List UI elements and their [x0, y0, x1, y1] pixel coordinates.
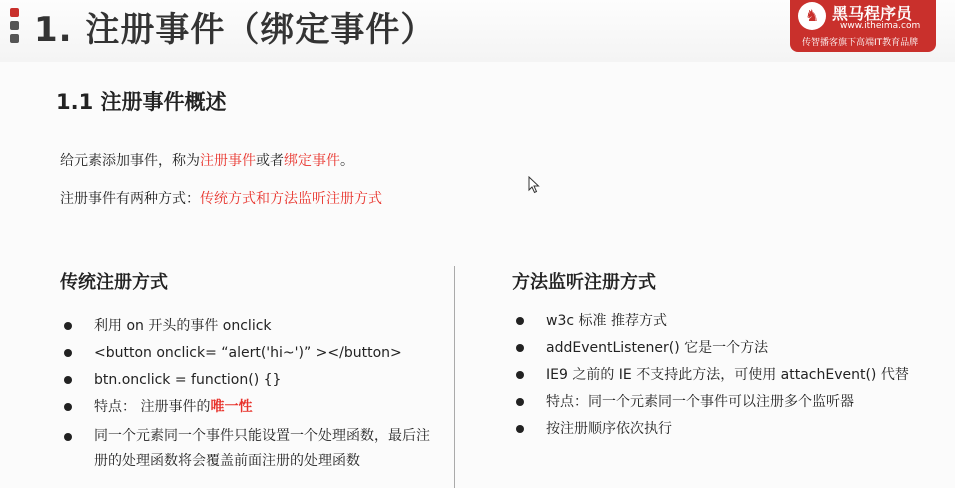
list-item	[512, 338, 942, 365]
logo-brand: 黑马程序员	[832, 4, 913, 23]
list-item-text: 特点：同一个元素同一个事件可以注册多个监听器	[546, 394, 854, 410]
intro-line-2	[60, 188, 382, 208]
bullet-icon	[64, 433, 72, 441]
bullet-icon	[516, 344, 524, 352]
list-item	[512, 311, 942, 338]
listener-list	[512, 311, 942, 446]
bullet-icon	[64, 403, 72, 411]
list-item	[60, 343, 440, 370]
list-item-text: 利用 on 开头的事件 onclick	[94, 318, 272, 334]
list-item-text: addEventListener() 它是一个方法	[546, 340, 769, 356]
highlight-term: 注册事件	[200, 153, 256, 169]
list-item-text: 特点： 注册事件的	[94, 399, 211, 415]
list-item-text: 按注册顺序依次执行	[546, 421, 672, 437]
list-item-text: btn.onclick = function() {}	[94, 372, 282, 388]
list-item-text: w3c 标准 推荐方式	[546, 313, 667, 329]
intro-text: 或者	[256, 153, 284, 169]
bullet-icon	[516, 425, 524, 433]
list-item	[60, 370, 440, 397]
itheima-logo-icon: ♞	[798, 2, 826, 30]
uniqueness-highlight: 唯一性	[210, 399, 253, 415]
brand-logo	[790, 0, 936, 52]
mouse-cursor-icon	[528, 176, 540, 194]
section-subtitle: 1.1 注册事件概述	[56, 90, 227, 114]
intro-text: 给元素添加事件，称为	[60, 153, 200, 169]
bullet-icon	[64, 322, 72, 330]
traditional-list	[60, 316, 440, 474]
intro-text: 注册事件有两种方式：	[60, 191, 200, 207]
intro-text: 。	[340, 153, 354, 169]
traditional-heading: 传统注册方式	[60, 272, 168, 293]
bullet-icon	[64, 349, 72, 357]
highlight-term: 传统方式和方法监听注册方式	[200, 191, 382, 207]
logo-site: www.itheima.com	[840, 21, 921, 31]
list-item	[512, 365, 942, 392]
title-decoration	[10, 8, 19, 47]
highlight-term: 绑定事件	[284, 153, 340, 169]
logo-slogan: 传智播客旗下高端IT教育品牌	[802, 38, 919, 48]
list-item	[60, 316, 440, 343]
list-item-text: IE9 之前的 IE 不支持此方法，可使用 attachEvent() 代替	[546, 367, 909, 383]
list-item-text: 同一个元素同一个事件只能设置一个处理函数，最后注册的处理函数将会覆盖前面注册的处理函数	[94, 428, 430, 469]
list-item	[60, 424, 440, 474]
column-divider	[454, 266, 455, 488]
list-item	[512, 392, 942, 419]
bullet-icon	[516, 371, 524, 379]
bullet-icon	[64, 376, 72, 384]
page-title: 1. 注册事件（绑定事件）	[34, 10, 436, 50]
listener-heading: 方法监听注册方式	[512, 272, 656, 293]
list-item	[60, 397, 440, 424]
bullet-icon	[516, 398, 524, 406]
list-item	[512, 419, 942, 446]
list-item-text: <button onclick= “alert('hi~')” ></button>	[94, 345, 402, 361]
bullet-icon	[516, 317, 524, 325]
intro-line-1	[60, 150, 354, 170]
